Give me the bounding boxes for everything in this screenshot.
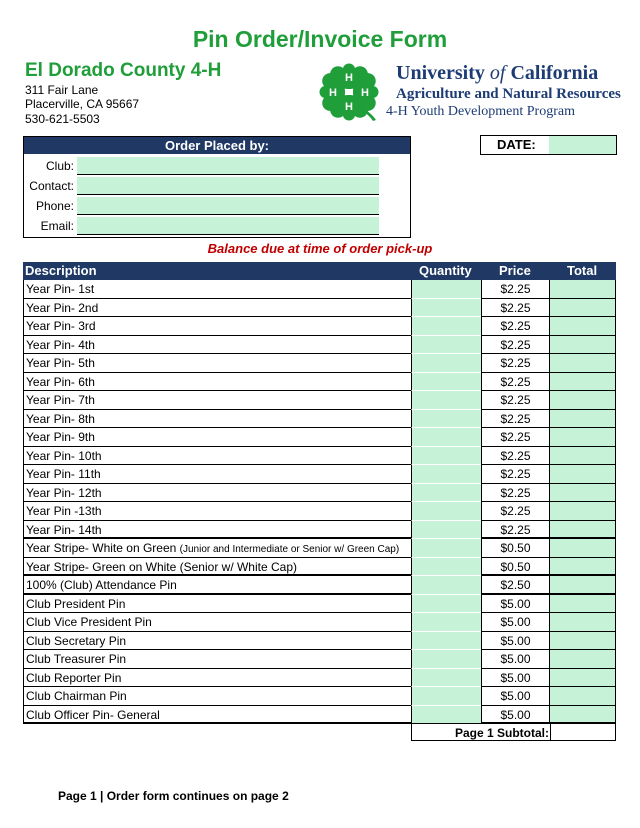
logo-anr-line: Agriculture and Natural Resources: [396, 86, 621, 102]
item-description: Year Pin- 8th: [23, 410, 411, 429]
table-row: [23, 336, 616, 355]
item-price: $5.00: [481, 669, 549, 688]
item-description: Year Pin- 5th: [23, 354, 411, 373]
table-row: [23, 428, 616, 447]
item-description: Year Pin- 2nd: [23, 299, 411, 318]
logo-university-line: University of California: [396, 62, 599, 84]
total-cell[interactable]: [549, 502, 616, 521]
total-cell[interactable]: [549, 465, 616, 484]
quantity-input[interactable]: [411, 280, 481, 299]
quantity-input[interactable]: [411, 299, 481, 318]
quantity-input[interactable]: [411, 558, 481, 577]
item-price: $2.25: [481, 317, 549, 336]
item-price: $0.50: [481, 539, 549, 558]
phone-number: 530-621-5503: [25, 112, 100, 126]
table-row: [23, 299, 616, 318]
item-price: $2.25: [481, 502, 549, 521]
item-price: $2.25: [481, 373, 549, 392]
table-row: [23, 650, 616, 669]
total-cell[interactable]: [549, 317, 616, 336]
table-row: [23, 706, 616, 725]
table-row: [23, 484, 616, 503]
table-row: [23, 502, 616, 521]
phone-label: Phone:: [35, 199, 74, 213]
item-note: (Junior and Intermediate or Senior w/ Green Cap): [179, 544, 400, 555]
item-description: Year Pin- 11th: [23, 465, 411, 484]
club-row: [24, 156, 410, 175]
item-description: Year Pin- 7th: [23, 391, 411, 410]
quantity-input[interactable]: [411, 317, 481, 336]
table-row: [23, 576, 616, 595]
item-price: $2.25: [481, 447, 549, 466]
four-leaf-clover-icon: [318, 62, 380, 122]
phone-input[interactable]: [77, 197, 379, 215]
order-placed-by-heading: Order Placed by:: [24, 137, 410, 154]
contact-label: Contact:: [29, 179, 74, 193]
total-cell[interactable]: [549, 632, 616, 651]
item-price: $2.25: [481, 521, 549, 540]
item-description: Club Secretary Pin: [23, 632, 411, 651]
table-row: [23, 354, 616, 373]
header-quantity: Quantity: [419, 263, 472, 278]
logo-4h-line: 4-H Youth Development Program: [386, 104, 575, 119]
header-total: Total: [567, 263, 598, 278]
total-cell[interactable]: [549, 687, 616, 706]
header-price: Price: [499, 263, 531, 278]
item-description: Year Pin- 14th: [23, 521, 411, 540]
subtotal-row: [411, 723, 616, 741]
total-cell[interactable]: [549, 391, 616, 410]
quantity-input[interactable]: [411, 447, 481, 466]
item-price: $2.25: [481, 410, 549, 429]
total-cell[interactable]: [549, 521, 616, 540]
quantity-input[interactable]: [411, 373, 481, 392]
item-price: $2.25: [481, 280, 549, 299]
item-price: $5.00: [481, 613, 549, 632]
item-description: Club Officer Pin- General: [23, 706, 411, 725]
table-row: [23, 410, 616, 429]
item-description: Year Pin- 6th: [23, 373, 411, 392]
item-price: $2.25: [481, 465, 549, 484]
item-description: Club Vice President Pin: [23, 613, 411, 632]
quantity-input[interactable]: [411, 632, 481, 651]
item-description: Year Pin- 12th: [23, 484, 411, 503]
item-price: $5.00: [481, 650, 549, 669]
quantity-input[interactable]: [411, 669, 481, 688]
date-input[interactable]: [549, 136, 616, 154]
club-label: Club:: [45, 159, 74, 173]
item-description: Club Reporter Pin: [23, 669, 411, 688]
item-price: $2.25: [481, 428, 549, 447]
clover-letter-left: H: [329, 87, 337, 99]
contact-row: [24, 176, 410, 195]
table-row: [23, 632, 616, 651]
quantity-input[interactable]: [411, 465, 481, 484]
uc-anr-logo: [318, 62, 621, 122]
table-row: [23, 317, 616, 336]
subtotal-label: Page 1 Subtotal:: [454, 726, 549, 740]
quantity-input[interactable]: [411, 706, 481, 725]
total-cell[interactable]: [549, 373, 616, 392]
quantity-input[interactable]: [411, 354, 481, 373]
header-description: Description: [25, 263, 97, 278]
clover-letter-top: H: [345, 72, 353, 84]
total-cell[interactable]: [549, 447, 616, 466]
item-description: Year Pin- 4th: [23, 336, 411, 355]
item-description: Year Stripe- Green on White (Senior w/ White Cap): [23, 558, 411, 577]
table-row: [23, 391, 616, 410]
quantity-input[interactable]: [411, 391, 481, 410]
email-row: [24, 216, 410, 235]
item-price: $2.50: [481, 576, 549, 595]
table-row: [23, 613, 616, 632]
quantity-input[interactable]: [411, 336, 481, 355]
total-cell[interactable]: [549, 336, 616, 355]
address-line2: Placerville, CA 95667: [25, 97, 140, 111]
page-footer: Page 1 | Order form continues on page 2: [58, 789, 289, 803]
total-cell[interactable]: [549, 706, 616, 725]
total-cell[interactable]: [549, 576, 616, 595]
item-description: Year Pin- 10th: [23, 447, 411, 466]
quantity-input[interactable]: [411, 539, 481, 558]
item-description: Club Treasurer Pin: [23, 650, 411, 669]
order-placed-by-section: [23, 136, 411, 238]
quantity-input[interactable]: [411, 428, 481, 447]
total-cell[interactable]: [549, 484, 616, 503]
address-line1: 311 Fair Lane: [25, 83, 99, 97]
item-price: $2.25: [481, 484, 549, 503]
order-items-table: [23, 280, 616, 724]
item-description: 100% (Club) Attendance Pin: [23, 576, 411, 595]
quantity-input[interactable]: [411, 521, 481, 540]
table-header: [23, 262, 616, 280]
quantity-input[interactable]: [411, 687, 481, 706]
item-price: $2.25: [481, 354, 549, 373]
total-cell[interactable]: [549, 280, 616, 299]
item-price: $0.50: [481, 558, 549, 577]
quantity-input[interactable]: [411, 484, 481, 503]
table-row: [23, 280, 616, 299]
total-cell[interactable]: [549, 558, 616, 577]
total-cell[interactable]: [549, 410, 616, 429]
table-row: [23, 373, 616, 392]
total-cell[interactable]: [549, 613, 616, 632]
item-description: Club President Pin: [23, 595, 411, 614]
total-cell[interactable]: [549, 428, 616, 447]
total-cell[interactable]: [549, 539, 616, 558]
table-row: [23, 595, 616, 614]
item-price: $5.00: [481, 632, 549, 651]
form-title: Pin Order/Invoice Form: [192, 26, 448, 52]
club-input[interactable]: [77, 157, 379, 175]
item-price: $2.25: [481, 299, 549, 318]
phone-row: [24, 196, 410, 215]
table-row: [23, 539, 616, 558]
item-description: Year Pin- 9th: [23, 428, 411, 447]
item-price: $5.00: [481, 706, 549, 725]
balance-note: Balance due at time of order pick-up: [207, 241, 433, 256]
quantity-input[interactable]: [411, 410, 481, 429]
item-description: Year Pin- 3rd: [23, 317, 411, 336]
item-description: Year Pin- 1st: [23, 280, 411, 299]
clover-letter-bottom: H: [345, 101, 353, 113]
quantity-input[interactable]: [411, 613, 481, 632]
county-name: El Dorado County 4-H: [25, 60, 222, 81]
email-input[interactable]: [77, 217, 379, 235]
table-row: [23, 465, 616, 484]
subtotal-divider: [550, 724, 551, 740]
item-description: Club Chairman Pin: [23, 687, 411, 706]
quantity-input[interactable]: [411, 650, 481, 669]
email-label: Email:: [40, 219, 74, 233]
quantity-input[interactable]: [411, 576, 481, 595]
table-row: [23, 687, 616, 706]
clover-letter-right: H: [361, 87, 369, 99]
date-section: [480, 135, 617, 155]
date-label: DATE:: [497, 137, 536, 152]
quantity-input[interactable]: [411, 595, 481, 614]
total-cell[interactable]: [549, 669, 616, 688]
item-price: $2.25: [481, 391, 549, 410]
table-row: [23, 669, 616, 688]
table-row: [23, 558, 616, 577]
item-description: Year Pin -13th: [23, 502, 411, 521]
table-row: [23, 447, 616, 466]
quantity-input[interactable]: [411, 502, 481, 521]
total-cell[interactable]: [549, 354, 616, 373]
contact-input[interactable]: [77, 177, 379, 195]
item-price: $5.00: [481, 595, 549, 614]
item-description: Year Stripe- White on Green (Junior and Intermediate or Senior w/ Green Cap): [23, 539, 411, 558]
table-row: [23, 521, 616, 540]
total-cell[interactable]: [549, 650, 616, 669]
item-price: $5.00: [481, 687, 549, 706]
item-price: $2.25: [481, 336, 549, 355]
total-cell[interactable]: [549, 595, 616, 614]
total-cell[interactable]: [549, 299, 616, 318]
